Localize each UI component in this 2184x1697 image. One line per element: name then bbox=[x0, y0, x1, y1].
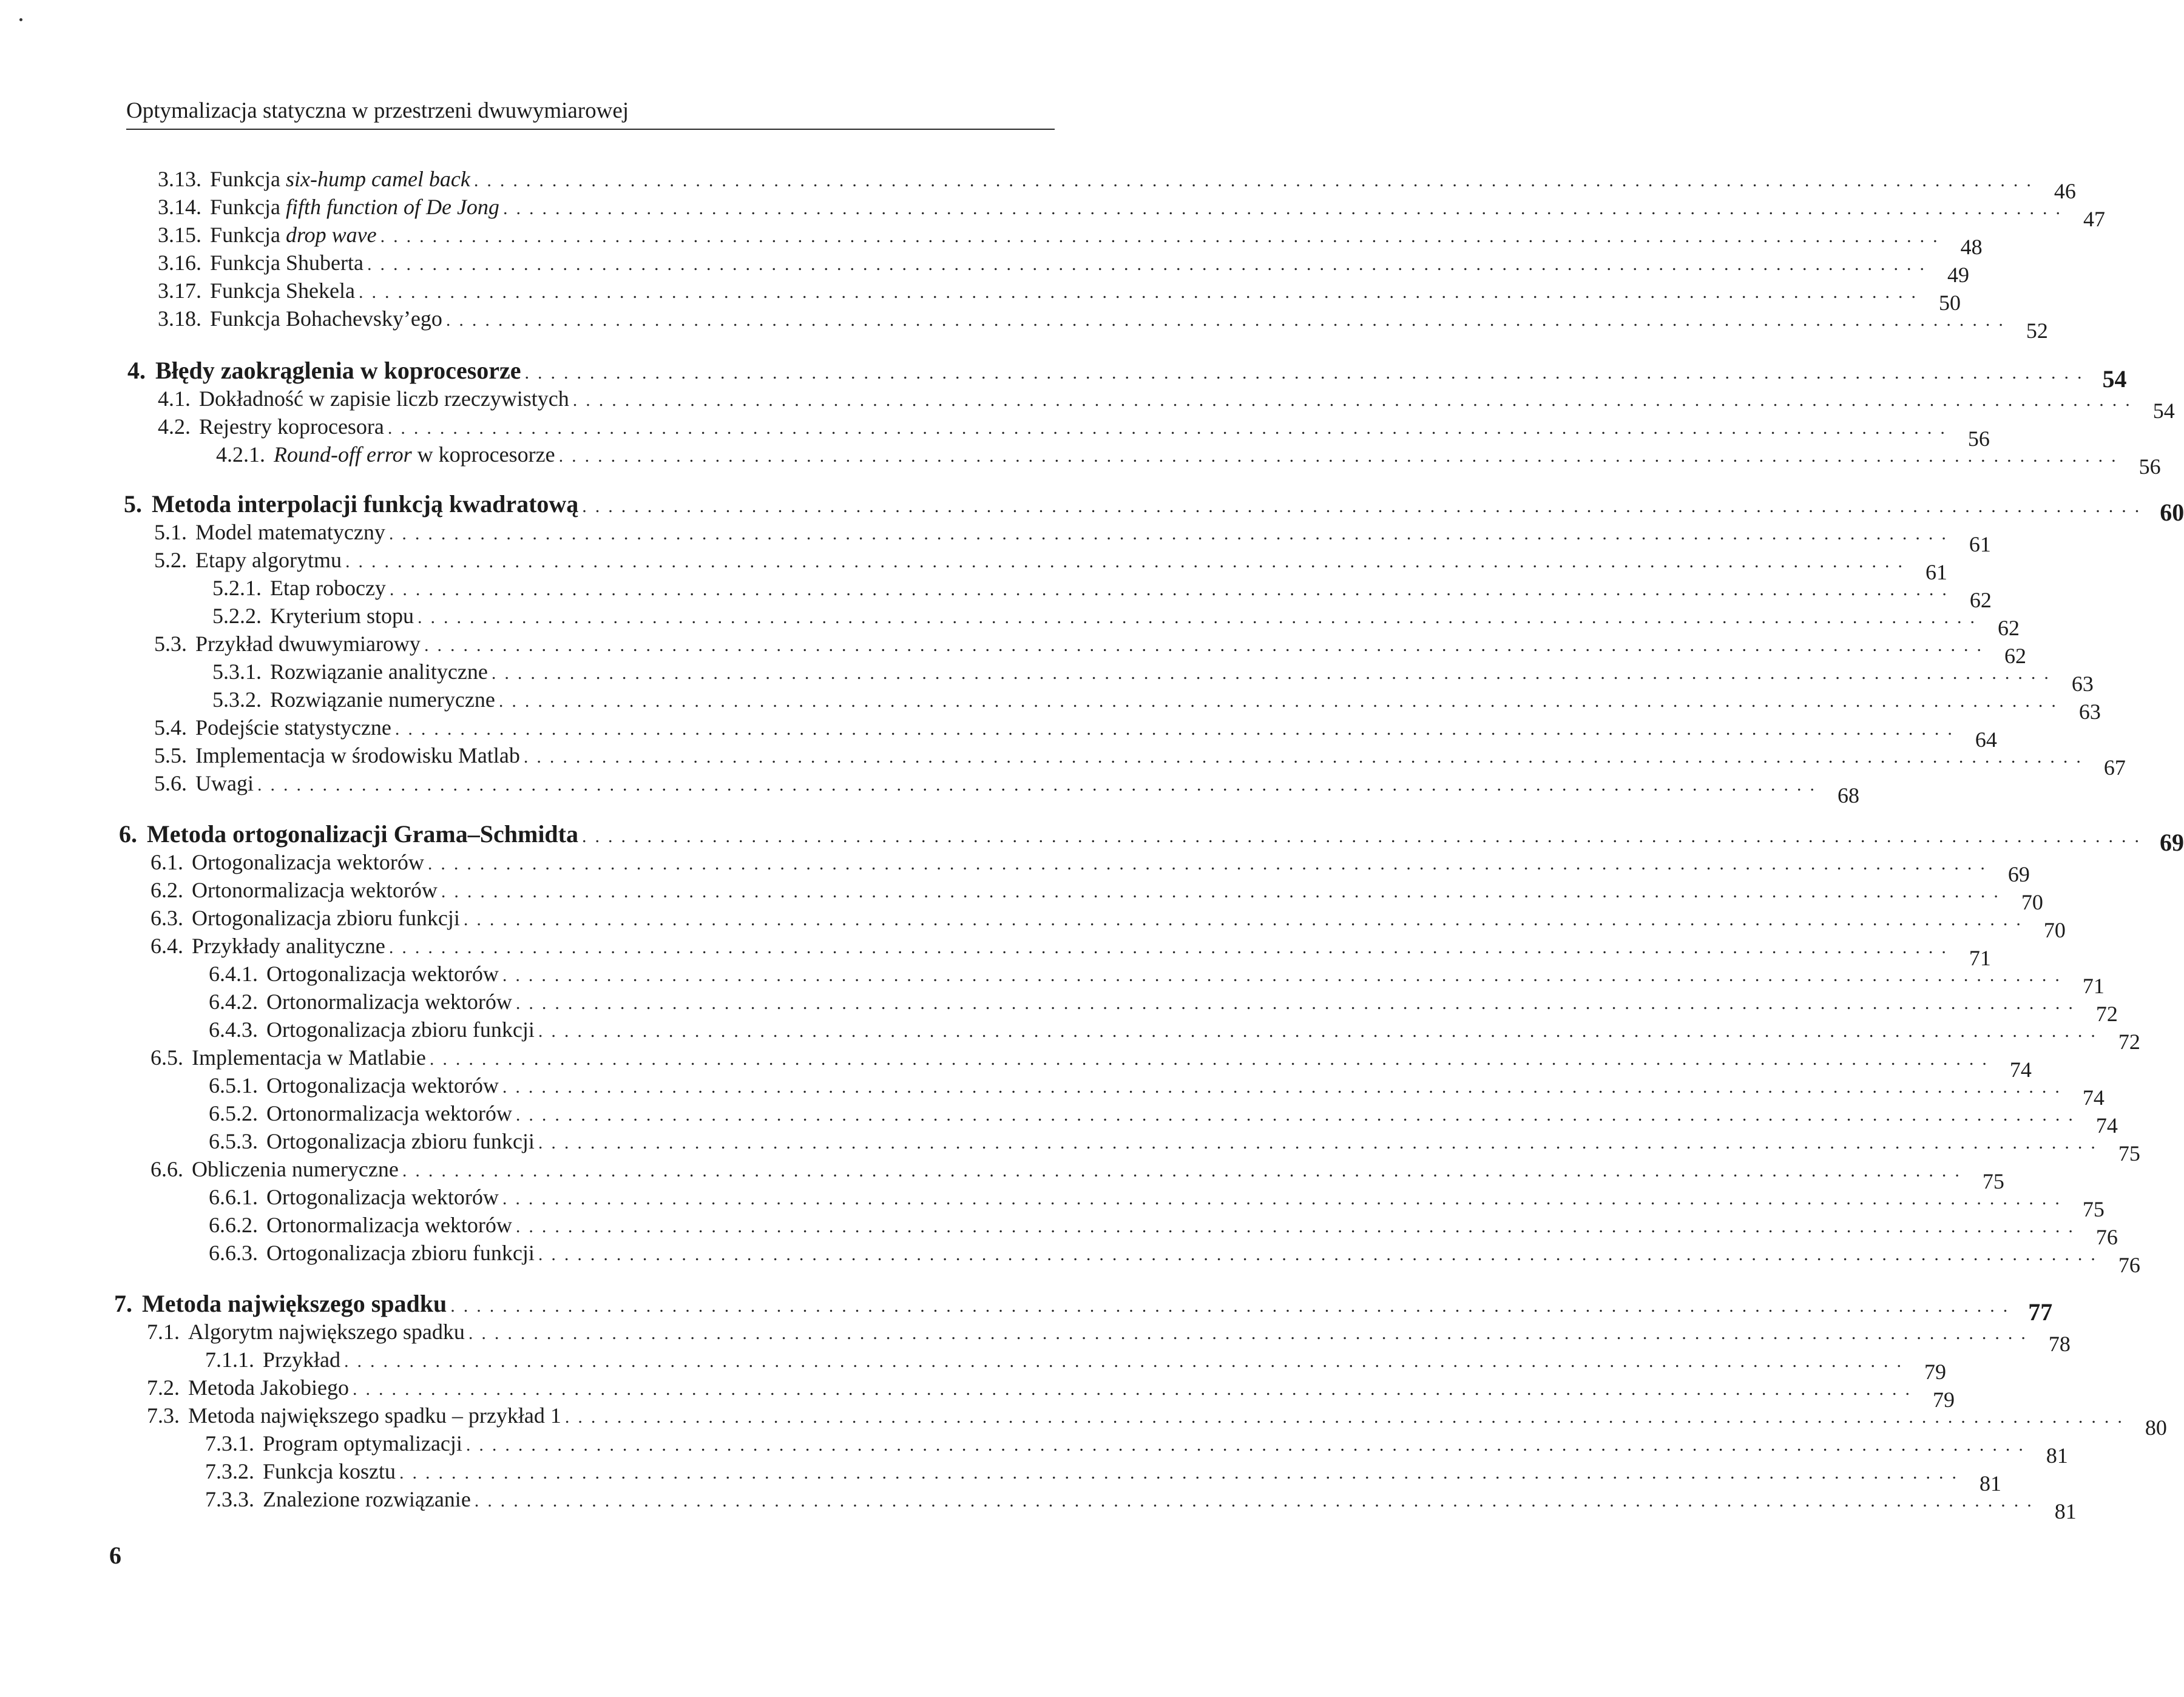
toc-entry-title bbox=[183, 932, 385, 960]
toc-entry-title bbox=[183, 904, 460, 932]
toc-entry bbox=[158, 305, 2048, 343]
toc-entry bbox=[205, 1457, 2001, 1496]
toc-entry-page: 69 bbox=[2160, 829, 2184, 856]
toc-entry-title-text: Funkcja Shekela bbox=[210, 278, 355, 303]
dot-leader: ........................................................................................................................ bbox=[502, 1189, 2068, 1209]
dot-leader: ........................................................................................................................ bbox=[572, 390, 2138, 410]
toc-entry-number: 7.3.3. bbox=[205, 1487, 254, 1511]
running-header: Optymalizacja statyczna w przestrzeni dwuwymiarowej bbox=[126, 97, 1055, 130]
dot-leader: ........................................................................................................................ bbox=[388, 524, 1955, 544]
toc-entry-title bbox=[254, 1429, 462, 1457]
toc-entry bbox=[209, 1211, 2118, 1249]
toc-entry-title-text: Implementacja w Matlabie bbox=[192, 1045, 426, 1070]
dot-leader: ........................................................................................................................ bbox=[450, 1296, 2017, 1316]
toc-entry-title bbox=[137, 820, 578, 848]
toc-entry-title bbox=[201, 165, 470, 193]
toc-entry-number: 3.14. bbox=[158, 195, 201, 219]
toc-entry-title bbox=[142, 490, 578, 518]
toc-chapter-entry bbox=[119, 820, 2184, 856]
toc-entry-title bbox=[258, 1016, 535, 1044]
toc-entry bbox=[212, 602, 2020, 640]
toc-entry-number: 6. bbox=[119, 820, 137, 848]
toc-entry bbox=[150, 1044, 2032, 1082]
toc-entry-page: 50 bbox=[1938, 291, 1961, 315]
toc-entry-title bbox=[254, 1457, 396, 1485]
toc-entry-title-text: Rejestry koprocesora bbox=[199, 414, 384, 439]
toc-entry-title bbox=[258, 988, 512, 1016]
dot-leader: ........................................................................................................................ bbox=[424, 635, 1990, 655]
toc-entry-title bbox=[258, 1239, 535, 1267]
toc-entry-title-text: Funkcja bbox=[210, 223, 286, 247]
dot-leader: ........................................................................................................................ bbox=[257, 775, 1823, 795]
dot-leader: ........................................................................................................................ bbox=[358, 282, 1924, 302]
toc-entry-number: 6.5.2. bbox=[209, 1101, 258, 1125]
toc-entry-page: 54 bbox=[2152, 399, 2175, 423]
dot-leader: ........................................................................................................................ bbox=[345, 552, 1911, 572]
toc-entry-title-text: Metoda ortogonalizacji Grama–Schmidta bbox=[147, 820, 578, 848]
toc-entry-number: 7.2. bbox=[147, 1375, 180, 1400]
toc-entry bbox=[209, 1099, 2118, 1138]
toc-entry bbox=[147, 1402, 2167, 1440]
toc-entry-page: 81 bbox=[2054, 1499, 2077, 1523]
toc-entry bbox=[158, 165, 2076, 203]
toc-entry-title-text: Ortogonalizacja wektorów bbox=[266, 1073, 499, 1098]
toc-entry-title-text: Przykład bbox=[263, 1348, 340, 1372]
toc-entry-page: 72 bbox=[2118, 1030, 2140, 1054]
toc-entry-number: 5.2.1. bbox=[212, 576, 262, 600]
toc-entry-page: 78 bbox=[2048, 1332, 2071, 1356]
toc-entry-title-text: Ortonormalizacja wektorów bbox=[266, 1101, 512, 1125]
toc-entry-title bbox=[187, 769, 254, 797]
toc-entry-number: 3.18. bbox=[158, 306, 201, 331]
toc-entry-title-text: Etapy algorytmu bbox=[195, 548, 342, 572]
toc-entry-number: 6.4.2. bbox=[209, 990, 258, 1014]
toc-entry-number: 6.4. bbox=[150, 934, 183, 958]
toc-entry bbox=[212, 574, 1992, 612]
toc-entry-title bbox=[180, 1374, 349, 1402]
toc-entry-title-text: Program optymalizacji bbox=[263, 1431, 462, 1456]
toc-entry bbox=[154, 518, 1991, 556]
toc-entry bbox=[154, 741, 2126, 780]
dot-leader: ........................................................................................................................ bbox=[343, 1351, 1910, 1371]
toc-entry-title-text: Metoda Jakobiego bbox=[188, 1375, 349, 1400]
toc-entry-title bbox=[201, 193, 499, 221]
toc-entry bbox=[212, 686, 2101, 724]
toc-entry-title bbox=[201, 249, 363, 277]
dot-leader: ........................................................................................................................ bbox=[538, 1133, 2104, 1153]
toc-entry-page: 75 bbox=[1982, 1169, 2004, 1193]
toc-entry bbox=[150, 876, 2043, 914]
toc-entry-number: 6.4.1. bbox=[209, 962, 258, 986]
dot-leader: ........................................................................................................................ bbox=[498, 691, 2064, 711]
toc-entry-number: 7.1. bbox=[147, 1320, 180, 1344]
toc-entry-number: 5.3. bbox=[154, 632, 187, 656]
toc-entry-title-text: Algorytm największego spadku bbox=[188, 1320, 465, 1344]
toc-entry-page: 74 bbox=[2009, 1058, 2032, 1082]
toc-entry-title-text: Znalezione rozwiązanie bbox=[263, 1487, 471, 1511]
toc-entry-title bbox=[183, 876, 438, 904]
toc-entry-title-text: Ortogonalizacja zbioru funkcji bbox=[266, 1129, 535, 1153]
dot-leader: ........................................................................................................................ bbox=[538, 1021, 2104, 1041]
toc-entry-title-text: Ortogonalizacja wektorów bbox=[266, 1185, 499, 1209]
toc-entry bbox=[150, 904, 2066, 942]
toc-entry-title-italic: six-hump camel back bbox=[285, 167, 470, 191]
toc-entry-title-text: Funkcja Shuberta bbox=[210, 251, 363, 275]
toc-entry-title-italic: Round-off error bbox=[274, 442, 412, 467]
toc-entry-number: 6.6.1. bbox=[209, 1185, 258, 1209]
toc-entry-page: 49 bbox=[1947, 263, 1969, 287]
dot-leader: ........................................................................................................................ bbox=[388, 937, 1955, 957]
dot-leader: ........................................................................................................................ bbox=[538, 1244, 2104, 1264]
toc-entry-title bbox=[258, 1127, 535, 1155]
toc-entry bbox=[205, 1429, 2068, 1468]
toc-entry-page: 62 bbox=[1997, 616, 2020, 640]
dot-leader: ........................................................................................................................ bbox=[473, 170, 2040, 191]
toc-entry-number: 6.4.3. bbox=[209, 1017, 258, 1042]
toc-entry-page: 75 bbox=[2118, 1141, 2140, 1166]
toc-entry-number: 7.3. bbox=[147, 1403, 180, 1428]
toc-entry-title bbox=[262, 686, 495, 714]
dot-leader: ........................................................................................................................ bbox=[468, 1323, 2034, 1343]
toc-entry-number: 6.5.1. bbox=[209, 1073, 258, 1098]
dot-leader: ........................................................................................................................ bbox=[491, 663, 2057, 683]
toc-entry-page: 70 bbox=[2021, 890, 2043, 914]
toc-entry-number: 6.5. bbox=[150, 1045, 183, 1070]
toc-entry bbox=[147, 1374, 1955, 1412]
toc-entry-number: 4.2.1. bbox=[216, 442, 265, 467]
toc-entry bbox=[158, 221, 1983, 259]
toc-entry-title bbox=[201, 305, 442, 332]
toc-entry bbox=[154, 769, 1859, 808]
toc-entry-page: 56 bbox=[1967, 427, 1990, 451]
toc-entry-title-text: Funkcja Bohachevsky’ego bbox=[210, 306, 442, 331]
toc-entry-number: 6.3. bbox=[150, 906, 183, 930]
toc-entry-number: 6.5.3. bbox=[209, 1129, 258, 1153]
toc-entry-title bbox=[262, 602, 414, 630]
toc-entry-page: 67 bbox=[2103, 755, 2126, 780]
toc-entry-title-suffix: w koprocesorze bbox=[411, 442, 555, 467]
toc-entry bbox=[209, 960, 2105, 998]
toc-entry-page: 68 bbox=[1837, 783, 1859, 808]
toc-entry-number: 3.13. bbox=[158, 167, 201, 191]
toc-entry-title bbox=[187, 630, 421, 658]
toc-entry-page: 80 bbox=[2145, 1415, 2167, 1440]
toc-entry-page: 74 bbox=[2095, 1113, 2118, 1138]
toc-entry-title-text: Rozwiązanie numeryczne bbox=[270, 687, 495, 712]
toc-entry-page: 62 bbox=[2004, 644, 2026, 668]
toc-entry bbox=[154, 714, 1997, 752]
page-number: 6 bbox=[109, 1542, 121, 1569]
toc-entry-page: 77 bbox=[2028, 1298, 2053, 1326]
toc-entry bbox=[209, 1071, 2105, 1110]
toc-entry-number: 7.1.1. bbox=[205, 1348, 254, 1372]
toc-entry-title bbox=[258, 1183, 499, 1211]
dot-leader: ........................................................................................................................ bbox=[380, 226, 1946, 246]
toc-entry-title-text: Ortonormalizacja wektorów bbox=[266, 1213, 512, 1237]
toc-entry-title-text: Ortogonalizacja wektorów bbox=[266, 962, 499, 986]
toc-entry bbox=[209, 1183, 2105, 1221]
dot-leader: ........................................................................................................................ bbox=[524, 363, 2091, 383]
toc-entry-title-text: Błędy zaokrąglenia w koprocesorze bbox=[155, 357, 521, 384]
toc-entry-page: 62 bbox=[1969, 588, 1992, 612]
toc-entry-number: 4.2. bbox=[158, 414, 191, 439]
toc-entry-page: 60 bbox=[2160, 499, 2184, 526]
toc-entry-page: 47 bbox=[2083, 207, 2105, 231]
toc-entry bbox=[205, 1346, 1946, 1384]
dot-leader: ........................................................................................................................ bbox=[387, 418, 1953, 438]
toc-entry-title bbox=[254, 1346, 340, 1374]
toc-entry-title-text: Ortonormalizacja wektorów bbox=[192, 878, 438, 902]
dot-leader: ........................................................................................................................ bbox=[399, 1463, 1965, 1483]
toc-entry-title-text: Ortogonalizacja zbioru funkcji bbox=[266, 1017, 535, 1042]
dot-leader: ........................................................................................................................ bbox=[429, 1049, 1995, 1069]
toc-entry-title bbox=[183, 1044, 426, 1071]
toc-entry-number: 6.2. bbox=[150, 878, 183, 902]
toc-entry-title-text: Funkcja kosztu bbox=[263, 1459, 396, 1483]
dot-leader: ........................................................................................................................ bbox=[352, 1379, 1918, 1399]
dot-leader: ........................................................................................................................ bbox=[502, 1077, 2068, 1097]
toc-entry-number: 7. bbox=[114, 1290, 132, 1317]
toc-entry-title-text: Etap roboczy bbox=[270, 576, 386, 600]
dot-leader: ........................................................................................................................ bbox=[465, 1435, 2032, 1455]
toc-entry-page: 74 bbox=[2082, 1085, 2105, 1110]
toc-entry-title bbox=[258, 960, 499, 988]
toc-entry-page: 61 bbox=[1969, 532, 1991, 556]
toc-entry-number: 6.1. bbox=[150, 850, 183, 874]
toc-entry-page: 64 bbox=[1975, 727, 1997, 752]
dot-leader: ........................................................................................................................ bbox=[474, 1491, 2040, 1511]
toc-entry-title bbox=[187, 518, 385, 546]
toc-entry bbox=[212, 658, 2094, 696]
toc-entry-number: 3.16. bbox=[158, 251, 201, 275]
toc-entry-title-text: Implementacja w środowisku Matlab bbox=[195, 743, 520, 768]
toc-entry bbox=[209, 1127, 2140, 1166]
toc-entry bbox=[209, 988, 2118, 1026]
toc-entry-page: 61 bbox=[1925, 560, 1947, 584]
toc-entry-title bbox=[262, 658, 488, 686]
toc-entry-number: 5.3.1. bbox=[212, 660, 262, 684]
toc-entry-page: 46 bbox=[2054, 179, 2076, 203]
toc-entry-number: 6.6.3. bbox=[209, 1241, 258, 1265]
toc-entry-title-text: Dokładność w zapisie liczb rzeczywistych bbox=[199, 386, 569, 411]
toc-entry-page: 71 bbox=[1969, 946, 1991, 970]
toc-entry-title-text: Przykład dwuwymiarowy bbox=[195, 632, 421, 656]
toc-entry bbox=[158, 193, 2105, 231]
toc-entry-title bbox=[258, 1071, 499, 1099]
toc-entry bbox=[154, 546, 1947, 584]
toc-entry bbox=[150, 848, 2030, 886]
toc-entry bbox=[150, 932, 1991, 970]
toc-entry-number: 5.6. bbox=[154, 771, 187, 795]
toc-entry-title bbox=[254, 1485, 471, 1513]
toc-entry bbox=[209, 1239, 2140, 1277]
dot-leader: ........................................................................................................................ bbox=[502, 198, 2069, 218]
toc-chapter-entry bbox=[127, 357, 2127, 393]
toc-entry-number: 7.3.2. bbox=[205, 1459, 254, 1483]
toc-entry-title bbox=[132, 1290, 447, 1318]
toc-entry bbox=[205, 1485, 2077, 1523]
toc-entry-page: 63 bbox=[2071, 672, 2094, 696]
toc-entry bbox=[216, 440, 2161, 479]
toc-entry-title-text: Przykłady analityczne bbox=[192, 934, 385, 958]
toc-entry-number: 5.5. bbox=[154, 743, 187, 768]
toc-entry-page: 79 bbox=[1924, 1360, 1946, 1384]
toc-entry-title bbox=[183, 848, 424, 876]
toc-entry-title bbox=[258, 1099, 512, 1127]
toc-entry-title-text: Ortonormalizacja wektorów bbox=[266, 990, 512, 1014]
toc-entry-title-text: Ortogonalizacja zbioru funkcji bbox=[266, 1241, 535, 1265]
dot-leader: ........................................................................................................................ bbox=[441, 882, 2007, 902]
toc-entry-page: 52 bbox=[2026, 319, 2048, 343]
toc-entry bbox=[209, 1016, 2140, 1054]
toc-entry-title-text: Podejście statystyczne bbox=[195, 715, 391, 740]
toc-entry-number: 5.2. bbox=[154, 548, 187, 572]
toc-entry-title-italic: fifth function of De Jong bbox=[285, 195, 499, 219]
toc-entry-title bbox=[180, 1402, 561, 1429]
toc-entry-number: 4.1. bbox=[158, 386, 191, 411]
toc-entry-title bbox=[187, 546, 342, 574]
toc-entry-page: 76 bbox=[2118, 1253, 2140, 1277]
toc-entry-title-text: Obliczenia numeryczne bbox=[192, 1157, 399, 1181]
toc-entry-title-text: Uwagi bbox=[195, 771, 254, 795]
toc-entry bbox=[158, 249, 1969, 287]
toc-entry-number: 5.1. bbox=[154, 520, 187, 544]
dot-leader: ........................................................................................................................ bbox=[515, 993, 2081, 1013]
toc-entry-page: 79 bbox=[1932, 1388, 1955, 1412]
toc-entry-title bbox=[201, 277, 355, 305]
dot-leader: ........................................................................................................................ bbox=[558, 446, 2125, 466]
toc-entry-page: 81 bbox=[1979, 1471, 2001, 1496]
dot-leader: ........................................................................................................................ bbox=[389, 579, 1955, 599]
dot-leader: ........................................................................................................................ bbox=[515, 1216, 2081, 1236]
toc-chapter-entry bbox=[114, 1290, 2053, 1326]
dot-leader: ........................................................................................................................ bbox=[427, 854, 1993, 874]
toc-entry-title bbox=[262, 574, 386, 602]
dot-leader: ........................................................................................................................ bbox=[445, 310, 2012, 330]
toc-entry-page: 70 bbox=[2043, 918, 2066, 942]
dot-leader: ........................................................................................................................ bbox=[417, 607, 1983, 627]
toc-entry-title bbox=[183, 1155, 399, 1183]
dot-leader: ........................................................................................................................ bbox=[502, 965, 2068, 985]
toc-entry bbox=[158, 413, 1990, 451]
toc-entry-title-text: Metoda największego spadku – przykład 1 bbox=[188, 1403, 561, 1428]
toc-entry-number: 5.2.2. bbox=[212, 604, 262, 628]
toc-entry-number: 6.6. bbox=[150, 1157, 183, 1181]
toc-entry-title-text: Kryterium stopu bbox=[270, 604, 414, 628]
toc-entry-title-text: Rozwiązanie analityczne bbox=[270, 660, 488, 684]
toc-entry-title-text: Funkcja bbox=[210, 195, 286, 219]
toc-entry-number: 6.6.2. bbox=[209, 1213, 258, 1237]
dot-leader: ........................................................................................................................ bbox=[523, 747, 2089, 767]
toc-entry-page: 81 bbox=[2046, 1443, 2068, 1468]
toc-entry-page: 54 bbox=[2102, 365, 2127, 393]
toc-entry-title-text: Funkcja bbox=[210, 167, 286, 191]
toc-entry bbox=[158, 385, 2175, 423]
dot-leader: ........................................................................................................................ bbox=[463, 909, 2029, 929]
toc-entry-number: 4. bbox=[127, 357, 146, 384]
toc-entry-title bbox=[191, 385, 569, 413]
toc-entry bbox=[154, 630, 2026, 668]
toc-chapter-entry bbox=[124, 490, 2184, 526]
toc-entry-title-text: Ortogonalizacja wektorów bbox=[192, 850, 424, 874]
toc-entry-number: 7.3.1. bbox=[205, 1431, 254, 1456]
toc-entry-number: 5. bbox=[124, 490, 142, 518]
toc-entry-number: 5.3.2. bbox=[212, 687, 262, 712]
toc-entry-title-text: Metoda największego spadku bbox=[142, 1290, 447, 1317]
toc-entry-page: 56 bbox=[2138, 454, 2161, 479]
toc-entry-title bbox=[146, 357, 521, 385]
toc-entry-title-text: Ortogonalizacja zbioru funkcji bbox=[192, 906, 460, 930]
toc-entry bbox=[147, 1318, 2071, 1356]
toc-entry-page: 48 bbox=[1960, 235, 1983, 259]
toc-entry-title-text: Model matematyczny bbox=[195, 520, 385, 544]
toc-entry-page: 63 bbox=[2078, 700, 2101, 724]
toc-entry-title bbox=[180, 1318, 465, 1346]
toc-entry-title bbox=[191, 413, 384, 440]
toc-entry bbox=[150, 1155, 2004, 1193]
dot-leader: ........................................................................................................................ bbox=[582, 826, 2148, 846]
toc-entry-number: 3.15. bbox=[158, 223, 201, 247]
dot-leader: ........................................................................................................................ bbox=[367, 254, 1933, 274]
toc-entry-page: 71 bbox=[2082, 974, 2105, 998]
dot-leader: ........................................................................................................................ bbox=[402, 1161, 1968, 1181]
toc-entry-number: 5.4. bbox=[154, 715, 187, 740]
toc-entry-page: 72 bbox=[2095, 1002, 2118, 1026]
toc-entry-title bbox=[187, 714, 391, 741]
toc-entry-number: 3.17. bbox=[158, 278, 201, 303]
dot-leader: ........................................................................................................................ bbox=[564, 1407, 2131, 1427]
dot-leader: ........................................................................................................................ bbox=[515, 1105, 2081, 1125]
dot-leader: ........................................................................................................................ bbox=[582, 496, 2148, 516]
toc-entry-page: 76 bbox=[2095, 1225, 2118, 1249]
toc-entry-title bbox=[187, 741, 520, 769]
toc-entry bbox=[158, 277, 1961, 315]
toc-entry-title bbox=[201, 221, 377, 249]
toc-entry-title bbox=[265, 440, 555, 468]
toc-entry-page: 69 bbox=[2007, 862, 2030, 886]
dot-leader: ........................................................................................................................ bbox=[394, 719, 1961, 739]
toc-entry-title bbox=[258, 1211, 512, 1239]
toc-entry-title-text: Metoda interpolacji funkcją kwadratową bbox=[152, 490, 579, 518]
toc-entry-page: 75 bbox=[2082, 1197, 2105, 1221]
toc-entry-title-italic: drop wave bbox=[285, 223, 377, 247]
